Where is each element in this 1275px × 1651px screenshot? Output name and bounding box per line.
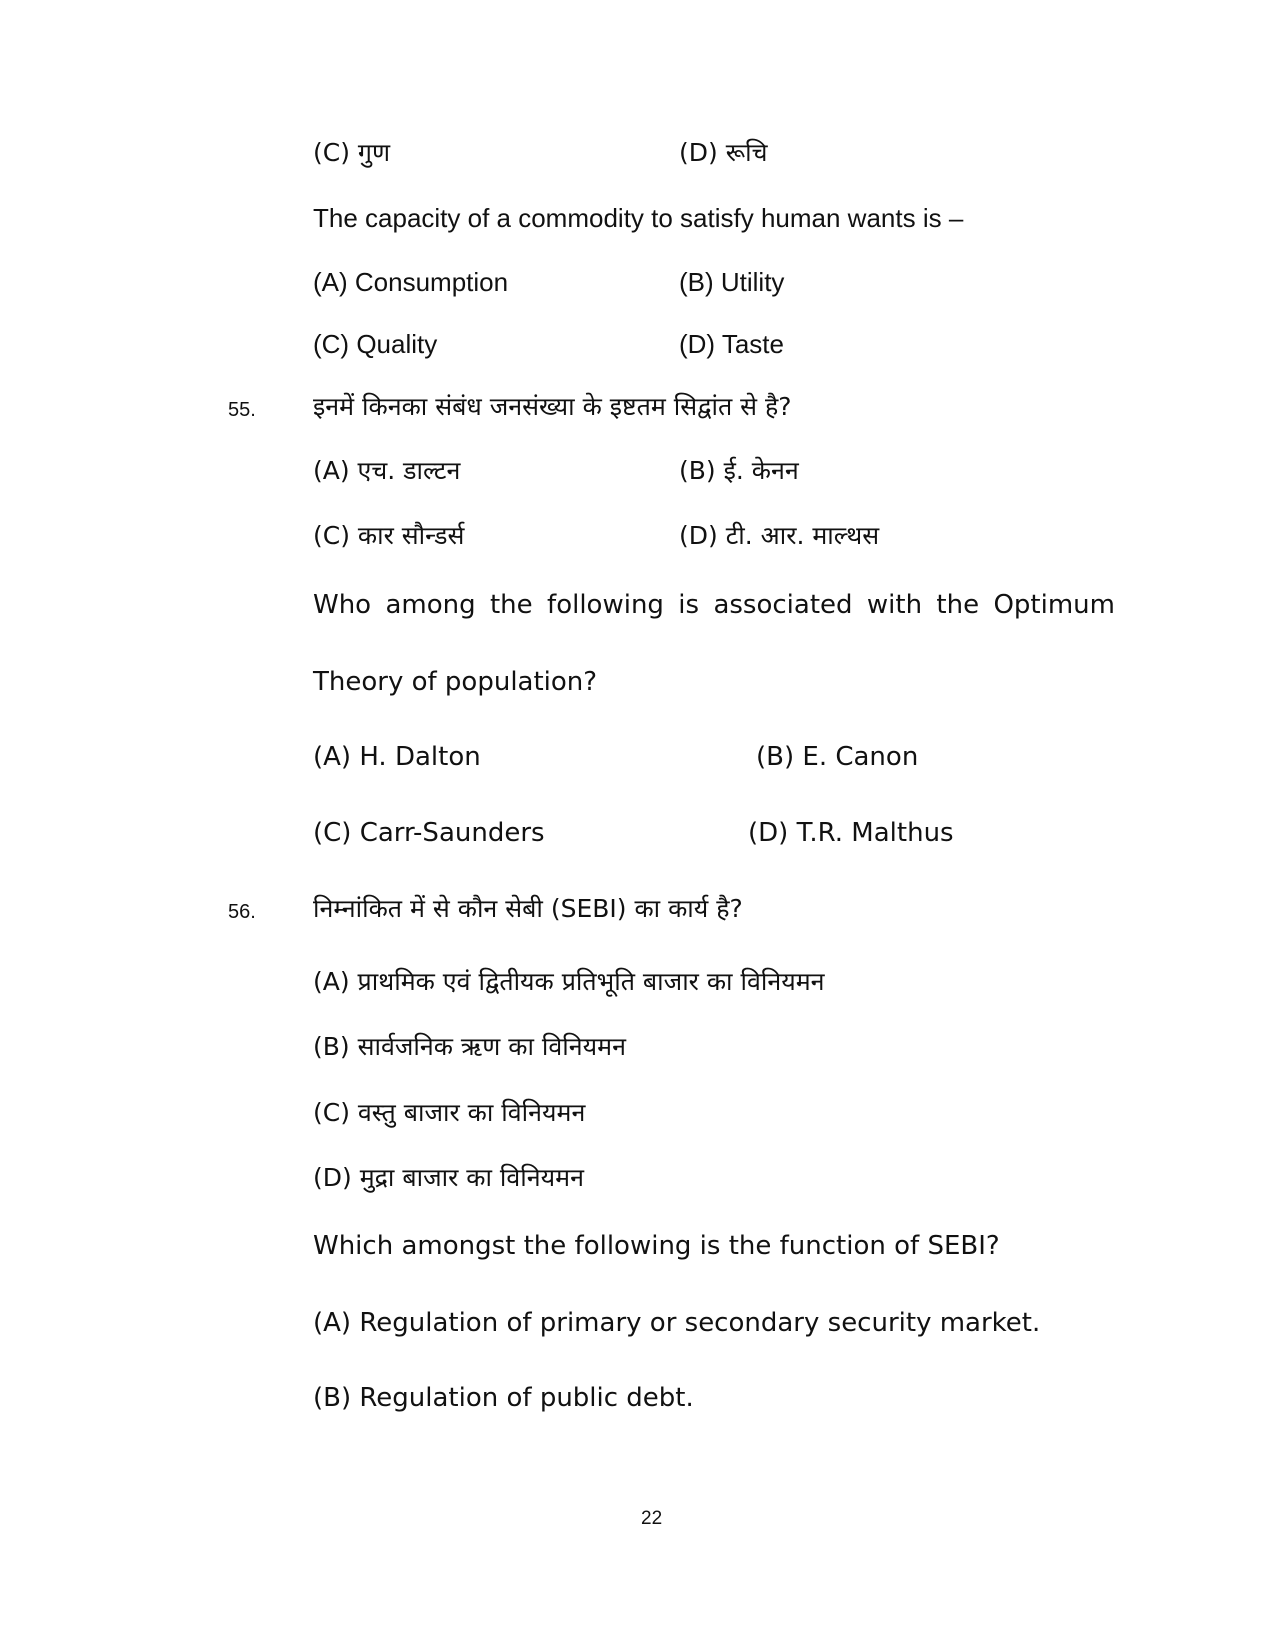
q55-english-option-c: (C) Carr-Saunders — [313, 818, 545, 848]
q55-english-option-d: (D) T.R. Malthus — [748, 818, 954, 848]
prev-hindi-option-d: (D) रूचि — [679, 138, 768, 167]
q56-hindi-option-c: (C) वस्तु बाजार का विनियमन — [313, 1098, 586, 1127]
q55-english-option-b: (B) E. Canon — [756, 742, 919, 772]
q55-english-option-a: (A) H. Dalton — [313, 742, 481, 772]
q56-hindi-option-b: (B) सार्वजनिक ऋण का विनियमन — [313, 1032, 626, 1061]
q55-english-question-line2: Theory of population? — [313, 667, 598, 697]
q56-hindi-option-a: (A) प्राथमिक एवं द्वितीयक प्रतिभूति बाजार का विनियमन — [313, 967, 825, 996]
q55-hindi-option-d: (D) टी. आर. माल्थस — [679, 521, 880, 550]
q56-hindi-option-d: (D) मुद्रा बाजार का विनियमन — [313, 1163, 584, 1192]
prev-english-question: The capacity of a commodity to satisfy human wants is – — [313, 203, 964, 233]
q55-hindi-option-b: (B) ई. केनन — [679, 456, 799, 485]
q56-english-question: Which amongst the following is the function of SEBI? — [313, 1231, 1000, 1261]
q55-english-question-line1: Who among the following is associated with the Optimum — [313, 590, 1115, 620]
q55-hindi-question: इनमें किनका संबंध जनसंख्या के इष्टतम सिद्वांत से है? — [313, 392, 792, 421]
q55-hindi-option-a: (A) एच. डाल्टन — [313, 456, 461, 485]
prev-english-option-c: (C) Quality — [313, 329, 438, 359]
q56-english-option-b: (B) Regulation of public debt. — [313, 1383, 694, 1413]
q55-hindi-option-c: (C) कार सौन्डर्स — [313, 521, 465, 550]
q56-hindi-question: निम्नांकित में से कौन सेबी (SEBI) का कार्य है? — [313, 894, 743, 923]
page-number: 22 — [641, 1508, 663, 1529]
question-number-55: 55. — [228, 399, 256, 421]
prev-hindi-option-c: (C) गुण — [313, 138, 391, 167]
prev-english-option-a: (A) Consumption — [313, 267, 509, 297]
q56-english-option-a: (A) Regulation of primary or secondary security market. — [313, 1308, 1041, 1338]
prev-english-option-d: (D) Taste — [679, 329, 784, 359]
prev-english-option-b: (B) Utility — [679, 267, 785, 297]
question-number-56: 56. — [228, 901, 256, 923]
